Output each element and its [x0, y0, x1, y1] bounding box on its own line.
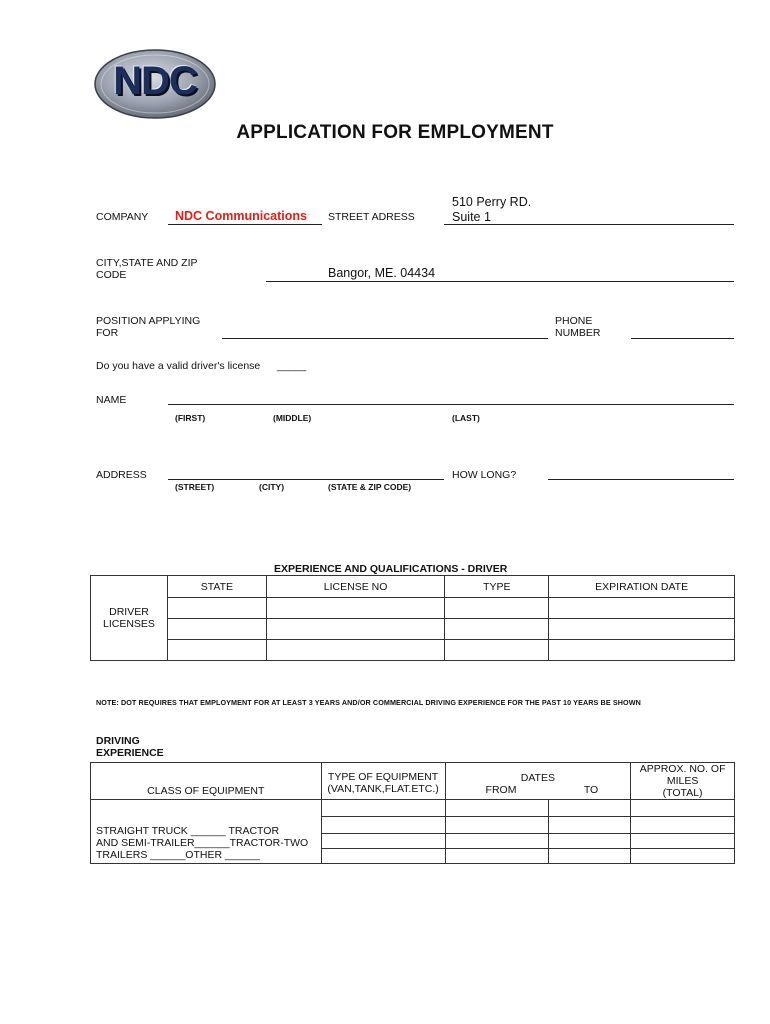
- street-line1[interactable]: 510 Perry RD.: [452, 195, 532, 209]
- cell-miles[interactable]: [631, 849, 735, 864]
- address-street-caption: (STREET): [175, 482, 215, 492]
- col-type-equipment-2: (VAN,TANK,FLAT.ETC.): [327, 783, 439, 795]
- cell-type-equipment[interactable]: [321, 800, 445, 817]
- company-underline: [168, 224, 322, 225]
- licenses-row-label-1: DRIVER: [109, 606, 149, 618]
- driving-row: [91, 800, 735, 817]
- col-miles: [631, 763, 735, 800]
- cell-to[interactable]: [549, 800, 631, 817]
- dot-note: NOTE: DOT REQUIRES THAT EMPLOYMENT FOR AT LEAST 3 YEARS AND/OR COMMERCIAL DRIVING EXPERIENCE FOR THE PAST 10 YEARS BE SHOWN: [96, 698, 641, 707]
- name-last-caption: (LAST): [452, 413, 480, 423]
- cell-state[interactable]: [167, 619, 266, 640]
- licenses-table: [90, 575, 735, 661]
- city-underline: [266, 281, 734, 282]
- col-to: TO: [583, 784, 599, 796]
- col-from: FROM: [485, 784, 517, 796]
- license-answer-blank[interactable]: _____: [277, 360, 307, 372]
- licenses-row: [91, 598, 735, 619]
- col-miles-1: APPROX. NO. OF: [639, 763, 726, 775]
- cell-state[interactable]: [167, 598, 266, 619]
- cell-to[interactable]: [549, 849, 631, 864]
- company-logo: [93, 48, 217, 120]
- col-miles-2: MILES: [666, 775, 699, 787]
- equipment-classes[interactable]: [91, 800, 322, 864]
- cell-type-equipment[interactable]: [321, 834, 445, 849]
- experience-title: EXPERIENCE AND QUALIFICATIONS - DRIVER: [274, 563, 508, 575]
- equip-line-1: STRAIGHT TRUCK ______ TRACTOR: [96, 825, 280, 837]
- licenses-row: [91, 619, 735, 640]
- name-label: NAME: [96, 394, 127, 406]
- name-first-caption: (FIRST): [175, 413, 206, 423]
- col-state: STATE: [167, 576, 266, 598]
- licenses-header-row: [91, 576, 735, 598]
- cell-from[interactable]: [445, 800, 549, 817]
- city-value[interactable]: Bangor, ME. 04434: [328, 266, 436, 280]
- cell-license-no[interactable]: [266, 640, 445, 661]
- col-dates-label: DATES: [520, 772, 555, 784]
- cell-type-equipment[interactable]: [321, 849, 445, 864]
- cell-license-no[interactable]: [266, 619, 445, 640]
- driving-title-1: DRIVING: [96, 735, 140, 747]
- cell-type[interactable]: [445, 598, 549, 619]
- how-long-label: HOW LONG?: [452, 469, 517, 481]
- page-title: APPLICATION FOR EMPLOYMENT: [236, 122, 554, 143]
- col-type-equipment: [321, 763, 445, 800]
- logo-text: NDC: [113, 59, 197, 103]
- phone-field[interactable]: [631, 338, 734, 339]
- cell-license-no[interactable]: [266, 598, 445, 619]
- cell-expiration[interactable]: [549, 640, 735, 661]
- cell-miles[interactable]: [631, 800, 735, 817]
- address-label: ADDRESS: [96, 469, 147, 481]
- cell-to[interactable]: [549, 817, 631, 834]
- col-type-equipment-1: TYPE OF EQUIPMENT: [327, 771, 439, 783]
- street-label: STREET ADRESS: [328, 211, 415, 223]
- cell-state[interactable]: [167, 640, 266, 661]
- cell-to[interactable]: [549, 834, 631, 849]
- col-dates: [445, 763, 631, 800]
- name-middle-caption: (MIDDLE): [273, 413, 312, 423]
- equip-line-2: AND SEMI-TRAILER______TRACTOR-TWO: [96, 837, 309, 849]
- col-miles-3: (TOTAL): [662, 787, 703, 799]
- cell-type[interactable]: [445, 640, 549, 661]
- address-city-caption: (CITY): [259, 482, 285, 492]
- cell-miles[interactable]: [631, 817, 735, 834]
- position-field[interactable]: [222, 338, 548, 339]
- col-type: TYPE: [445, 576, 549, 598]
- how-long-field[interactable]: [548, 479, 734, 480]
- cell-expiration[interactable]: [549, 619, 735, 640]
- position-label-2: FOR: [96, 327, 119, 339]
- col-class-equipment: CLASS OF EQUIPMENT: [91, 763, 322, 800]
- street-underline: [444, 224, 734, 225]
- col-license-no: LICENSE NO: [266, 576, 445, 598]
- address-state-caption: (STATE & ZIP CODE): [328, 482, 412, 492]
- cell-type-equipment[interactable]: [321, 817, 445, 834]
- company-value[interactable]: NDC Communications: [175, 209, 307, 223]
- name-field[interactable]: [168, 404, 734, 405]
- company-label: COMPANY: [96, 211, 149, 223]
- cell-from[interactable]: [445, 817, 549, 834]
- driving-header-row: [91, 763, 735, 800]
- cell-from[interactable]: [445, 849, 549, 864]
- cell-from[interactable]: [445, 834, 549, 849]
- driving-title-2: EXPERIENCE: [96, 747, 164, 759]
- licenses-row: [91, 640, 735, 661]
- phone-label-2: NUMBER: [555, 327, 601, 339]
- position-label-1: POSITION APPLYING: [96, 315, 201, 327]
- address-field[interactable]: [168, 479, 444, 480]
- street-line2[interactable]: Suite 1: [452, 210, 491, 224]
- city-label-2: CODE: [96, 269, 127, 281]
- phone-label-1: PHONE: [555, 315, 593, 327]
- equip-line-3: TRAILERS ______OTHER ______: [96, 849, 261, 861]
- license-question: Do you have a valid driver's license: [96, 360, 261, 372]
- col-expiration: EXPIRATION DATE: [549, 576, 735, 598]
- cell-type[interactable]: [445, 619, 549, 640]
- cell-miles[interactable]: [631, 834, 735, 849]
- cell-expiration[interactable]: [549, 598, 735, 619]
- licenses-row-label-2: LICENSES: [103, 618, 155, 630]
- licenses-row-label: [91, 576, 168, 661]
- driving-table: [90, 762, 735, 864]
- city-label-1: CITY,STATE AND ZIP: [96, 257, 198, 269]
